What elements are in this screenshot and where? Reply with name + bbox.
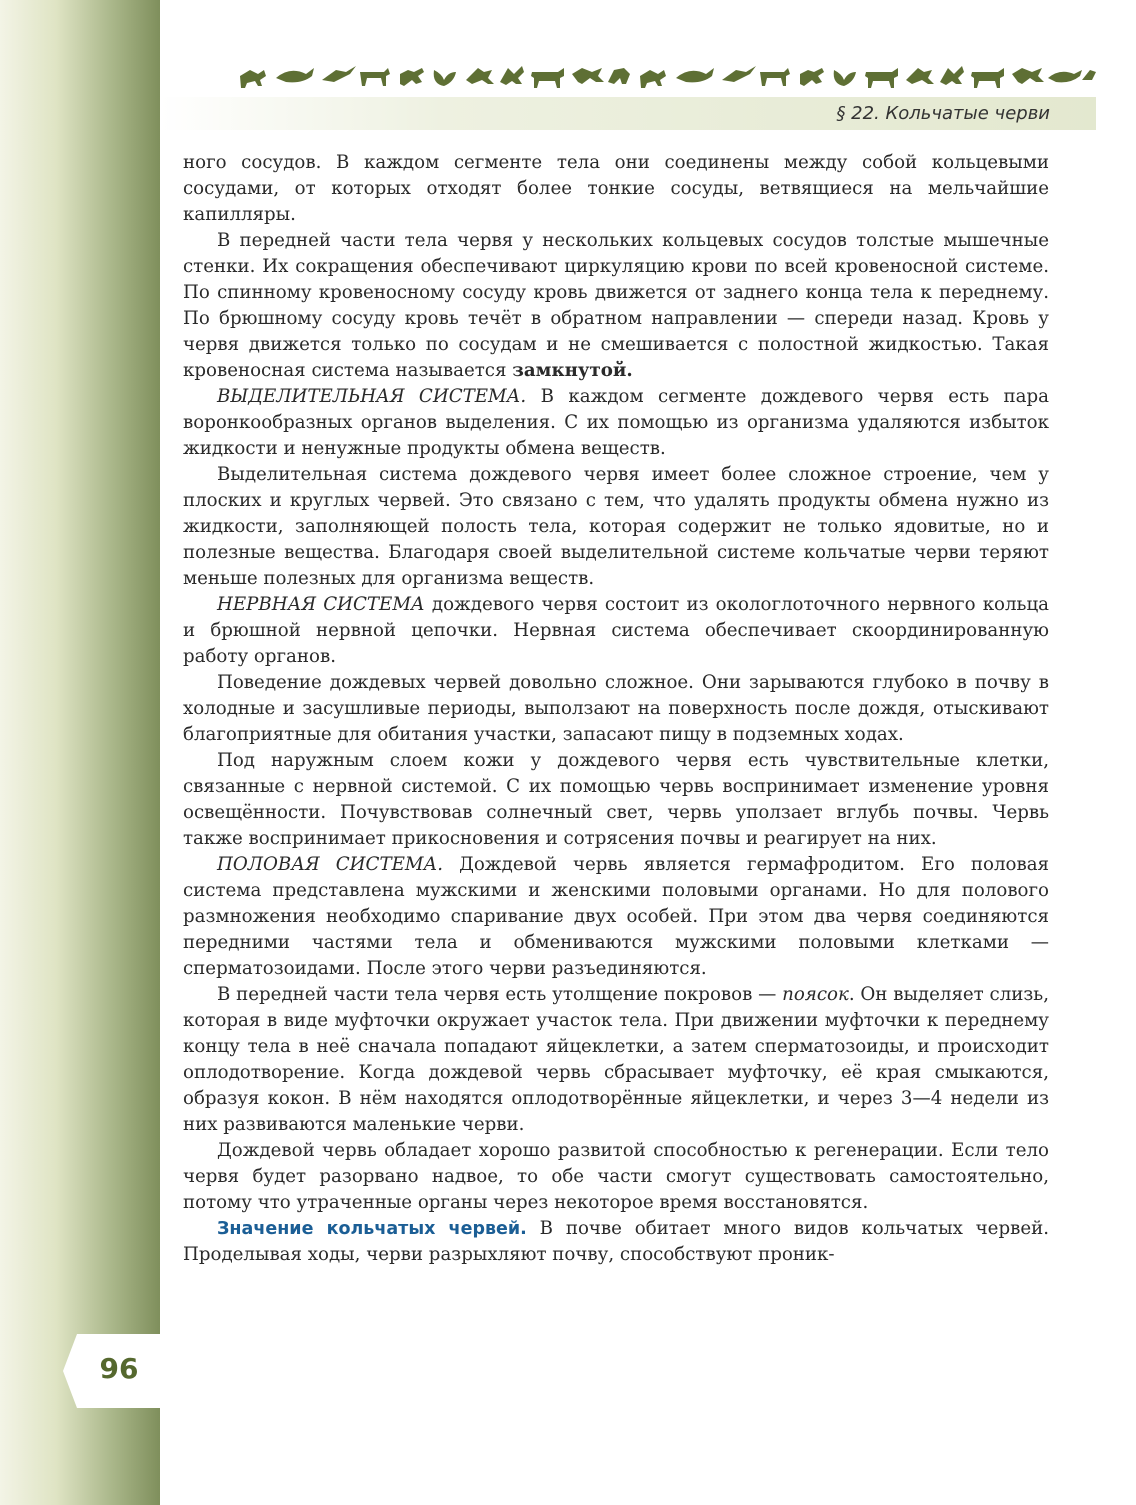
bold-term: замкнутой. <box>512 360 633 381</box>
paragraph-text: В передней части тела червя у нескольких кольцевых сосудов толстые мышечные стенки. Их сокращения обеспечивают циркуляцию крови по всей кровеносной системе. По спинному кровеносному сосуду кровь движется от заднего конца тела к переднему. По брюшному сосуду кровь течёт в обратном направлении — спереди назад. Кровь у червя движется только по сосудам и не смешивается с полостной жидкостью. Такая кровеносная система называется <box>183 230 1049 381</box>
section-lead: ПОЛОВАЯ СИСТЕМА. <box>217 854 444 875</box>
body-text <box>183 150 1049 1268</box>
paragraph-text: Выделительная система дождевого червя имеет более сложное строение, чем у плоских и круглых червей. Это связано с тем, что удалять продукты обмена нужно из жидкости, заполняющей полость тела, которая содержит не только ядовитые, но и полезные вещества. Благодаря своей выделительной системе кольчатые черви теряют меньше полезных для организма веществ. <box>183 464 1049 589</box>
paragraph-text: Дождевой червь обладает хорошо развитой способностью к регенерации. Если тело червя будет разорвано надвое, то обе части смогут существовать самостоятельно, потому что утраченные органы через некоторое время восстановятся. <box>183 1140 1049 1213</box>
paragraph-text: Поведение дождевых червей довольно сложное. Они зарываются глубоко в почву в холодные и засушливые периоды, выползают на поверхность после дождя, отыскивают благоприятные для обитания участки, запасают пищу в подземных ходах. <box>183 672 1049 745</box>
section-lead: НЕРВНАЯ СИСТЕМА <box>217 594 425 615</box>
paragraph <box>183 592 1049 670</box>
animal-silhouette-strip-icon <box>236 62 1096 88</box>
paragraph-text: В почве обитает много видов кольчатых червей. Проделывая ходы, черви разрыхляют почву, способствуют проник- <box>183 1218 1049 1265</box>
paragraph <box>183 852 1049 982</box>
page-margin-band <box>0 0 160 1505</box>
paragraph-text: Дождевой червь является гермафродитом. Его половая система представлена мужскими и женскими половыми органами. Но для полового размножения необходимо спаривание двух особей. При этом два червя соединяются передними частями тела и обмениваются мужскими половыми клетками — сперматозоидами. После этого черви разъединяются. <box>183 854 1050 979</box>
paragraph-text: . Он выделяет слизь, которая в виде муфточки окружает участок тела. При движении муфточки к переднему концу тела в неё сначала попадают яйцеклетки, а затем сперматозоиды, и происходит оплодотворение. Когда дождевой червь сбрасывает муфточку, её края смыкаются, образуя кокон. В нём находятся оплодотворённые яйцеклетки, и через 3—4 недели из них развиваются маленькие черви. <box>183 984 1049 1135</box>
paragraph <box>183 228 1049 384</box>
paragraph-text: В каждом сегменте дождевого червя есть пара воронкообразных органов выделения. С их помощью из организма удаляются избыток жидкости и ненужные продукты обмена веществ. <box>183 386 1049 459</box>
paragraph <box>183 1216 1049 1268</box>
paragraph <box>183 670 1049 748</box>
paragraph-text: В передней части тела червя есть утолщение покровов — <box>217 984 783 1005</box>
paragraph-text: дождевого червя состоит из окологлоточного нервного кольца и брюшной нервной цепочки. Нервная система обеспечивает скоординированную работу органов. <box>183 594 1050 667</box>
paragraph-text: ного сосудов. В каждом сегменте тела они соединены между собой кольцевыми сосудами, от которых отходят более тонкие сосуды, ветвящиеся на мельчайшие капилляры. <box>183 152 1049 225</box>
running-head: § 22. Кольчатые черви <box>836 103 1050 124</box>
italic-term: поясок <box>782 984 849 1005</box>
paragraph <box>183 462 1049 592</box>
section-heading: Значение кольчатых червей. <box>217 1219 527 1239</box>
header-band <box>160 97 1096 130</box>
section-lead: ВЫДЕЛИТЕЛЬНАЯ СИСТЕМА. <box>217 386 527 407</box>
paragraph <box>183 748 1049 852</box>
paragraph-text: Под наружным слоем кожи у дождевого червя есть чувствительные клетки, связанные с нервной системой. С их помощью червь воспринимает изменение уровня освещённости. Почувствовав солнечный свет, червь уползает вглубь почвы. Червь также воспринимает прикосновения и сотрясения почвы и реагирует на них. <box>183 750 1049 849</box>
page-number: 96 <box>99 1352 139 1385</box>
paragraph <box>183 384 1049 462</box>
paragraph <box>183 1138 1049 1216</box>
paragraph <box>183 982 1049 1138</box>
paragraph <box>183 150 1049 228</box>
